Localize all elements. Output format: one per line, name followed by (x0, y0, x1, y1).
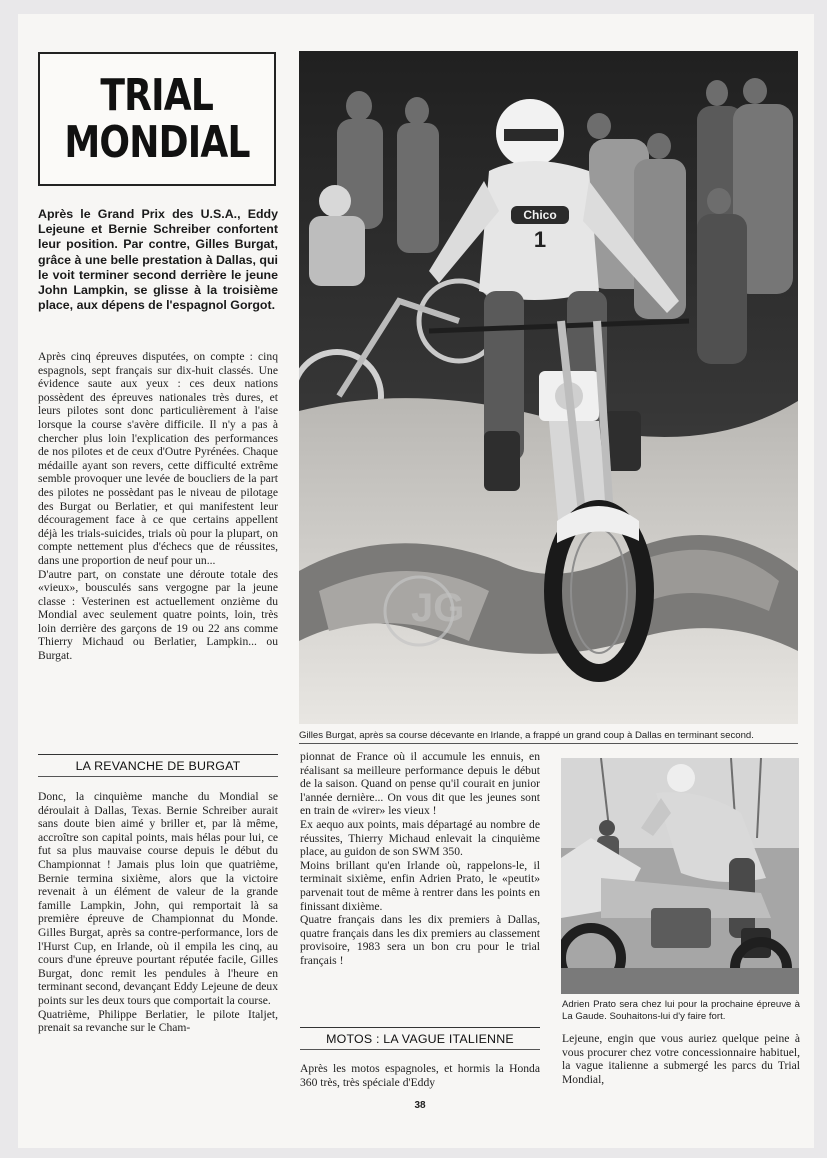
revanche-mid-paragraph-4: Quatre français dans les dix premiers à Dallas, quatre français dans les dix premiers au classement provisoire, 1983 sera un bon cru pour le trial français ! (300, 913, 540, 967)
revanche-column-left (38, 790, 278, 1092)
title-line-1: TRIAL (100, 70, 214, 121)
page-number: 38 (414, 1100, 426, 1111)
photo-gilles-burgat (299, 51, 798, 724)
caption-main-photo: Gilles Burgat, après sa course décevante en Irlande, a frappé un grand coup à Dallas en terminant second. (299, 730, 754, 741)
revanche-column-mid (300, 750, 540, 1012)
section-heading-revanche: LA REVANCHE DE BURGAT (38, 754, 278, 777)
jersey-sponsor-text: Chico (523, 208, 557, 222)
trial-rider-photo (299, 51, 798, 724)
intro-column (38, 350, 278, 742)
revanche-mid-paragraph-2: Ex aequo aux points, mais départagé au nombre de réussites, Thierry Michaud enlevait la cinquième place, au guidon de son SWM 350. (300, 817, 540, 859)
revanche-paragraph-2: Quatrième, Philippe Berlatier, le pilote Italjet, prenait sa revanche sur le Cham- (38, 1007, 278, 1035)
intro-paragraph-1: Après cinq épreuves disputées, on compte : cinq espagnols, sept français sur dix-huit classés. Une évidence saute aux yeux : ces deux nations possèdent des épreuves nationales très dures, et leurs pilotes sont donc particulièrement à l'aise lorsque la course s'avère difficile. Il n'y a pas à chercher plus loin l'explication des performances de nos pilotes et de ceux d'Outre Pyrénées. Chaque médaille ayant son revers, cette difficulté extrême semble provoquer une levée de boucliers de la part des pilotes ne possèdant pas le niveau de pilotage des Burgat ou Berlatier, et qui manifestent leur découragement face à ce que certains appellent déjà les trials-suicides, trials où pour la plupart, on compte nettement plus d'échecs que de réussites, dans une proportion de neuf pour un... (38, 350, 278, 567)
svg-text:JG: JG (411, 586, 465, 630)
italienne-column-mid: Après les motos espagnoles, et hormis la Honda 360 très, très spéciale d'Eddy (300, 1062, 540, 1089)
italienne-column-right: Lejeune, engin que vous auriez quelque peine à vous procurer chez votre concessionnaire habituel, la vague italienne a submergé les parcs du Trial Mondial, (562, 1032, 800, 1086)
title-box (38, 52, 276, 186)
revanche-mid-paragraph-3: Moins brillant qu'en Irlande où, rappelons-le, il terminait sixième, enfin Adrien Prato, le «peutit» parvenait tout de même à rentrer dans les points en finissant dixième. (300, 858, 540, 913)
section-heading-vague-italienne: MOTOS : LA VAGUE ITALIENNE (300, 1027, 540, 1050)
prato-rider-photo (561, 758, 799, 994)
photo-adrien-prato (561, 758, 799, 994)
title-line-2: MONDIAL (64, 117, 250, 168)
jersey-number: 1 (533, 227, 547, 252)
revanche-mid-paragraph-1: pionnat de France où il accumule les ennuis, en réalisant sa meilleure performance depuis le début de la saison. Quand on pense qu'il courait en junior l'année dernière... On vous dit que les jeunes sont en train de «virer» les vieux ! (300, 750, 540, 818)
intro-paragraph-2: D'autre part, on constate une déroute totale des «vieux», bousculés sans vergogne par la jeune classe : Vesterinen est actuellement onzième du Mondial avec seulement quatre points, loin, très loin derrière des garçons de 19 ou 22 ans comme Thierry Michaud ou Berlatier, Lampkin... ou Burgat. (38, 567, 278, 663)
revanche-paragraph-1: Donc, la cinquième manche du Mondial se déroulait à Dallas, Texas. Bernie Schreiber aurait sans doute bien aimé y briller et, par là même, accroître son capital points, mais hélas pour lui, ce fut sa plus mauvaise course depuis le début du Championnat ! Jamais plus loin que quatrième, Bernie termina sixième, alors que la victoire revenait à un élément de valeur de la grande famille Lampkin, John, qui remportait là sa première épreuve de Championnat du Monde. Gilles Burgat, après sa contre-performance, lors de l'Hurst Cup, en Irlande, où il empila les cinq, au cours d'une épreuve pourtant réputée facile, Gilles Burgat, donc remit les pendules à l'heure en terminant second, devançant Eddy Lejeune de deux points sur les deux tours que comportait la course. (38, 790, 278, 1007)
lead-paragraph: Après le Grand Prix des U.S.A., Eddy Lejeune et Bernie Schreiber confortent leur position. Par contre, Gilles Burgat, grâce à une belle prestation à Dallas, qui le voit terminer second derrière le jeune John Lampkin, se glisse à la troisième place, aux dépens de l'espagnol Gorgot. (38, 207, 278, 313)
caption-rule (299, 743, 798, 744)
caption-small-photo: Adrien Prato sera chez lui pour la prochaine épreuve à La Gaude. Souhaitons-lui d'y faire fort. (562, 999, 800, 1022)
